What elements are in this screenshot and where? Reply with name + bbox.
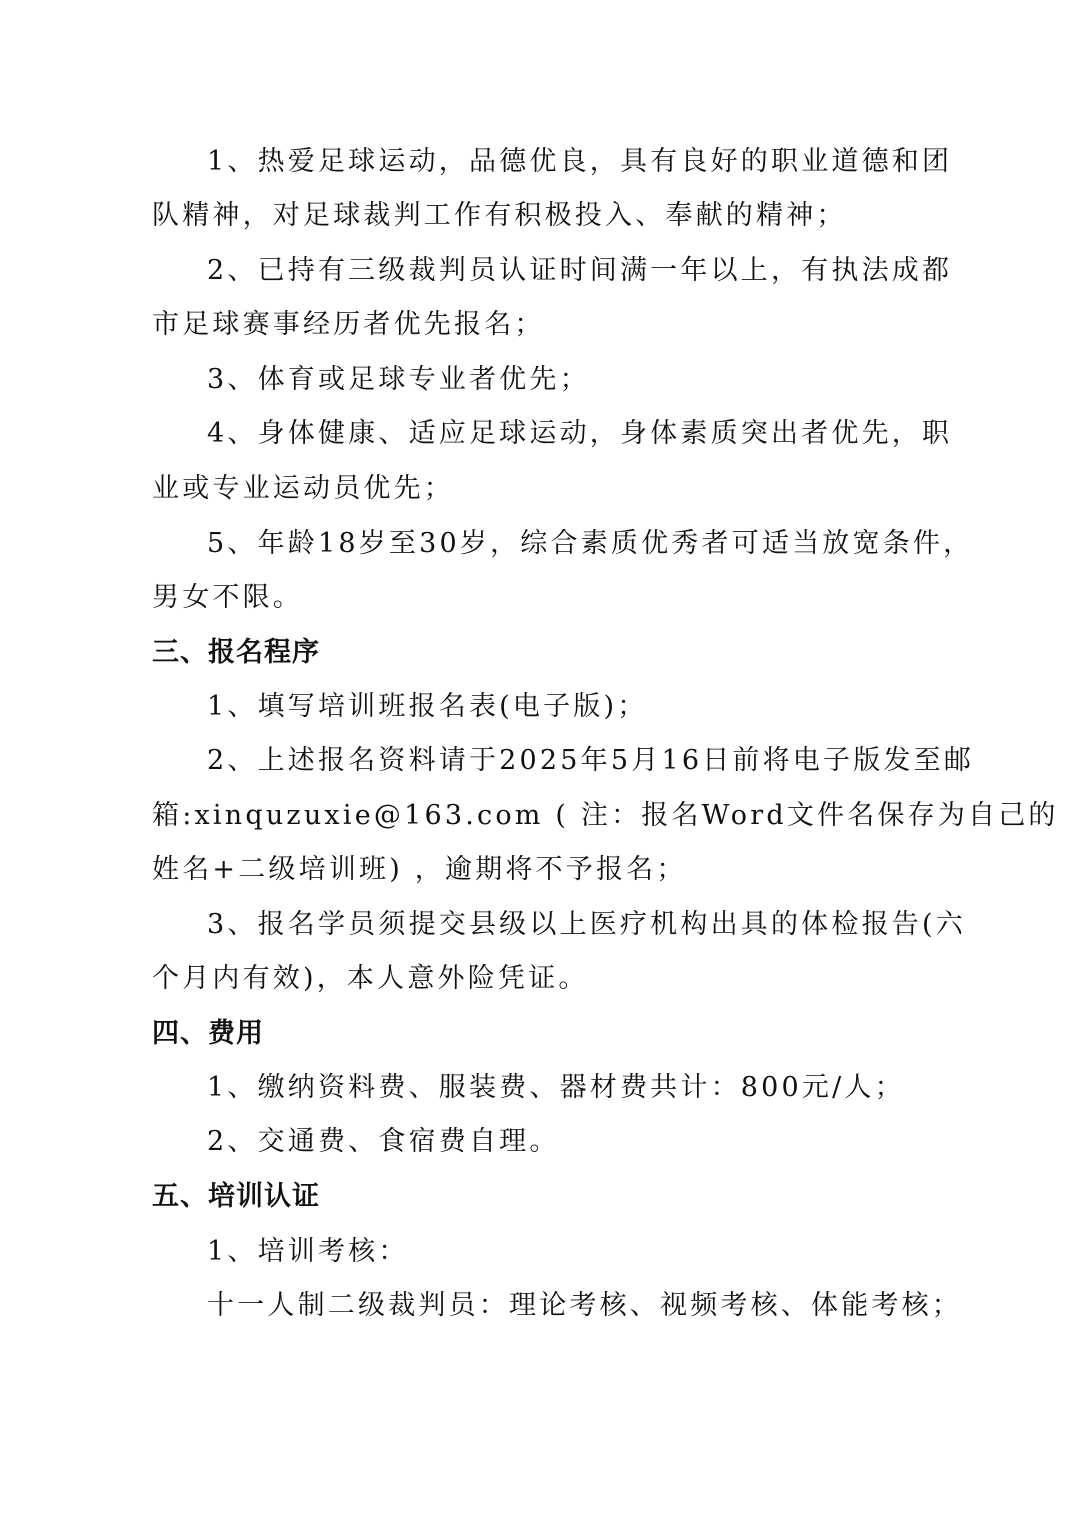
requirement-4-line-1: 4、身体健康、适应足球运动，身体素质突出者优先，职: [207, 418, 953, 449]
certification-item-1: 1、培训考核：: [207, 1236, 409, 1267]
requirement-4-line-2: 业或专业运动员优先；: [152, 473, 454, 504]
requirement-1-line-2: 队精神，对足球裁判工作有积极投入、奉献的精神；: [152, 200, 847, 231]
registration-step-2-line-2: 箱:xinquzuxie@163.com ( 注：报名Word文件名保存为自己的: [152, 800, 1059, 831]
requirement-5-line-1: 5、年龄18岁至30岁，综合素质优秀者可适当放宽条件，: [207, 528, 974, 559]
registration-step-3-line-1: 3、报名学员须提交县级以上医疗机构出具的体检报告(六: [207, 909, 966, 940]
section-heading-registration: 三、报名程序: [152, 637, 320, 668]
section-heading-fees: 四、费用: [152, 1018, 264, 1049]
section-heading-certification: 五、培训认证: [152, 1181, 320, 1212]
requirement-3: 3、体育或足球专业者优先；: [207, 364, 590, 395]
fee-item-2: 2、交通费、食宿费自理。: [207, 1126, 560, 1157]
registration-step-2-line-3: 姓名+二级培训班) ，逾期将不予报名；: [152, 854, 687, 885]
requirement-2-line-1: 2、已持有三级裁判员认证时间满一年以上，有执法成都: [207, 255, 953, 286]
fee-item-1: 1、缴纳资料费、服装费、器材费共计：800元/人；: [207, 1072, 905, 1103]
requirement-1-line-1: 1、热爱足球运动，品德优良，具有良好的职业道德和团: [207, 146, 953, 177]
requirement-5-line-2: 男女不限。: [152, 582, 303, 613]
registration-step-1: 1、填写培训班报名表(电子版)；: [207, 691, 648, 722]
requirement-2-line-2: 市足球赛事经历者优先报名；: [152, 309, 545, 340]
registration-step-2-line-1: 2、上述报名资料请于2025年5月16日前将电子版发至邮: [207, 745, 975, 776]
certification-detail: 十一人制二级裁判员：理论考核、视频考核、体能考核；: [207, 1290, 962, 1321]
registration-step-3-line-2: 个月内有效)，本人意外险凭证。: [152, 963, 589, 994]
